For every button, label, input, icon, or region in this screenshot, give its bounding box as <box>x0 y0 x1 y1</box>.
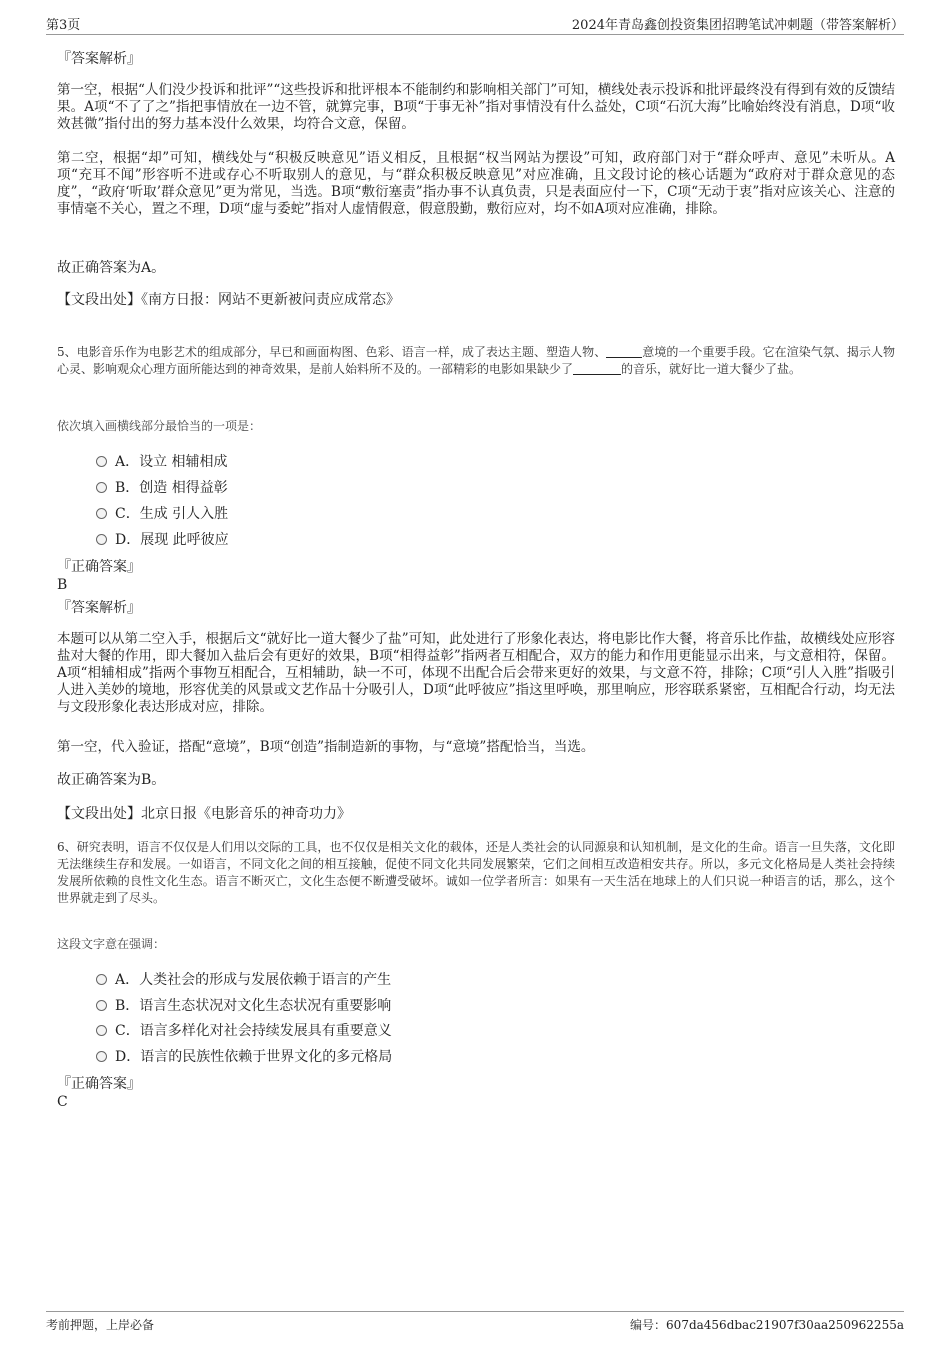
page-number: 第3页 <box>46 18 81 33</box>
q5-option-d[interactable]: D．展现 此呼彼应 <box>96 531 229 549</box>
q4-analysis-p1: 第一空，根据“人们没少投诉和批评”“这些投诉和批评根本不能制约和影响相关部门”可知，横线处表示投诉和批评最终没有得到有效的反馈结果。A项“不了了之”指把事情放在一边不管，就算完事，B项“于事无补”指对事情没有什么益处，C项“石沉大海”比喻始终没有消息，D项“收效甚微”指付出的努力基本没什么效果，均符合文意，保留。 <box>57 82 895 132</box>
page-footer <box>46 1311 904 1336</box>
radio-icon[interactable] <box>96 1000 107 1011</box>
q4-analysis-heading: 『答案解析』 <box>57 51 141 67</box>
q5-conclusion: 故正确答案为B。 <box>57 772 166 788</box>
radio-icon[interactable] <box>96 1025 107 1036</box>
q6-option-a[interactable]: A．人类社会的形成与发展依赖于语言的产生 <box>96 971 391 989</box>
radio-icon[interactable] <box>96 456 107 467</box>
q5-option-a[interactable]: A．设立 相辅相成 <box>96 453 228 471</box>
q5-stem <box>57 344 895 378</box>
radio-icon[interactable] <box>96 508 107 519</box>
radio-icon[interactable] <box>96 974 107 985</box>
q5-analysis-p2: 第一空，代入验证，搭配“意境”，B项“创造”指制造新的事物，与“意境”搭配恰当，当选。 <box>57 739 595 755</box>
q6-correct-heading: 『正确答案』 <box>57 1076 141 1092</box>
radio-icon[interactable] <box>96 482 107 493</box>
q5-stem-part1: 5、电影音乐作为电影艺术的组成部分，早已和画面构图、色彩、语言一样，成了表达主题、塑造人物、 <box>57 345 607 359</box>
q5-blank-1 <box>606 345 642 358</box>
q4-source: 【文段出处】《南方日报：网站不更新被问责应成常态》 <box>57 292 400 308</box>
document-id: 编号：607da456dbac21907f30aa250962255a <box>630 1318 904 1332</box>
q4-conclusion: 故正确答案为A。 <box>57 260 166 276</box>
q5-correct-answer: B <box>57 577 68 593</box>
q4-analysis-p2: 第二空，根据“却”可知，横线处与“积极反映意见”语义相反，且根据“权当网站为摆设”可知，政府部门对于“群众呼声、意见”未听从。A项“充耳不闻”形容听不进或存心不听取别人的意见，与“群众积极反映意见”对应准确，且文段讨论的核心话题为“政府对于群众意见的态度”，“政府‘听取’群众意见”更为常见，当选。B项“敷衍塞责”指办事不认真负责，只是表面应付一下，C项“无动于衷”指对应该关心、注意的事情毫不关心，置之不理，D项“虚与委蛇”指对人虚情假意，假意殷勤，敷衍应对，均不如A项对应准确，排除。 <box>57 150 895 217</box>
q5-analysis-p1: 本题可以从第二空入手，根据后文“就好比一道大餐少了盐”可知，此处进行了形象化表达，将电影比作大餐，将音乐比作盐，故横线处应形容盐对大餐的作用，即大餐加入盐后会有更好的效果，B项“相得益彰”指两者互相配合，双方的能力和作用更能显示出来，与文意相符，保留。A项“相辅相成”指两个事物互相配合，互相辅助，缺一不可，体现不出配合后会带来更好的效果，与文意不符，排除；C项“引人入胜”指吸引人进入美妙的境地，形容优美的风景或文艺作品十分吸引人，D项“此呼彼应”指这里呼唤，那里响应，形容联系紧密，互相配合行动，均无法与文段形象化表达形成对应，排除。 <box>57 631 895 715</box>
q5-option-b[interactable]: B．创造 相得益彰 <box>96 479 228 497</box>
q5-blank-2 <box>573 362 621 375</box>
q5-source: 【文段出处】北京日报《电影音乐的神奇功力》 <box>57 806 351 822</box>
q6-option-d[interactable]: D．语言的民族性依赖于世界文化的多元格局 <box>96 1048 392 1066</box>
q5-stem-part2: 意境的一个重要手段。它在渲染气氛、揭示人物心灵、影响观众心理方面所能达到的神奇效果，是前人始料所不及的。一部精彩的电影如果缺少了 <box>57 345 895 376</box>
q6-option-b[interactable]: B．语言生态状况对文化生态状况有重要影响 <box>96 997 391 1015</box>
q6-stem: 6、研究表明，语言不仅仅是人们用以交际的工具，也不仅仅是相关文化的载体，还是人类社会的认同源泉和认知机制，是文化的生命。语言一旦失落，文化即无法继续生存和发展。一如语言，不同文化之间的相互接触，促使不同文化共同发展繁荣，它们之间相互改造相安共存。所以，多元文化格局是人类社会持续发展所依赖的良性文化生态。语言不断灭亡，文化生态便不断遭受破坏。诚如一位学者所言：如果有一天生活在地球上的人们只说一种语言的话，那么，这个世界就走到了尽头。 <box>57 840 895 905</box>
q6-prompt: 这段文字意在强调： <box>57 937 166 951</box>
q5-option-c[interactable]: C．生成 引人入胜 <box>96 505 228 523</box>
q5-stem-part3: 的音乐，就好比一道大餐少了盐。 <box>621 362 802 376</box>
q5-analysis-heading: 『答案解析』 <box>57 600 141 616</box>
page-header <box>46 14 904 35</box>
q6-option-c[interactable]: C．语言多样化对社会持续发展具有重要意义 <box>96 1022 392 1040</box>
q5-correct-heading: 『正确答案』 <box>57 559 141 575</box>
radio-icon[interactable] <box>96 534 107 545</box>
q5-prompt: 依次填入画横线部分最恰当的一项是： <box>57 419 262 433</box>
footer-slogan: 考前押题，上岸必备 <box>46 1318 155 1332</box>
q6-correct-answer: C <box>57 1094 68 1110</box>
document-title: 2024年青岛鑫创投资集团招聘笔试冲刺题（带答案解析） <box>571 18 904 33</box>
radio-icon[interactable] <box>96 1051 107 1062</box>
